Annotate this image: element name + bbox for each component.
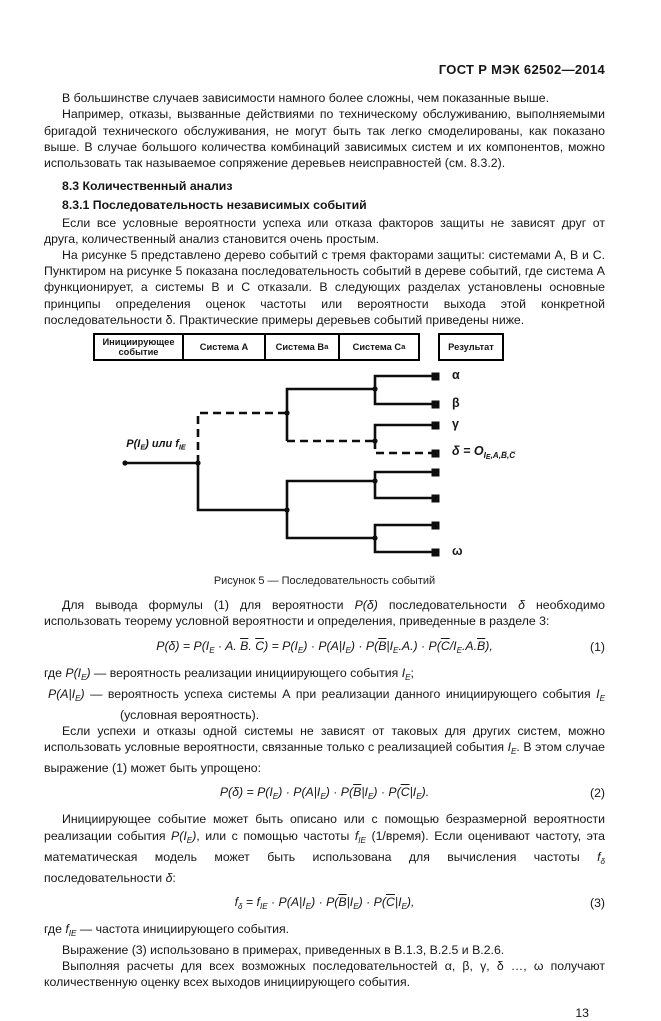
terminal-row7 xyxy=(432,522,440,530)
section-heading-831: 8.3.1 Последовательность независимых событий xyxy=(62,198,367,213)
dashed-c-failure-delta xyxy=(375,441,435,453)
formula-3-number: (3) xyxy=(589,895,605,910)
terminal-gamma xyxy=(432,422,440,430)
outcome-gamma-label: γ xyxy=(452,417,459,432)
terminal-delta xyxy=(432,450,440,458)
branch-c-failure-beta xyxy=(375,389,435,404)
terminal-squares xyxy=(432,373,440,557)
outcome-beta-label: β xyxy=(452,396,460,411)
node-c-4 xyxy=(372,535,377,540)
outcome-delta-label: $\delta = O_{IE,A,B̅,C̅}$ xyxy=(452,444,516,461)
node-a xyxy=(195,460,200,465)
branch-c-failure-row6 xyxy=(375,481,435,498)
doc-header xyxy=(44,62,605,78)
paragraph-9: Инициирующее событие может быть описано или с помощью безразмерной вероятности реализации события $P(I_E)$, или с помощью частоты $f_{IE}$ (1/время). Если оценивают частоту, эта математическая модель может быть использована для вычисления частоты $f_\delta$ последовательности δ: xyxy=(44,812,605,885)
definition-f-ie: где $f_{IE}$ — частота инициирующего события. xyxy=(44,921,290,938)
paragraph-11: Выражение (3) использовано в примерах, приведенных в В.1.3, В.2.5 и В.2.6. xyxy=(62,942,505,957)
terminal-omega xyxy=(432,549,440,557)
paragraph-2: Например, отказы, вызванные действиями по техническому обслуживанию, выполняемыми бригадой технического обслуживания, не могут быть так легко смоделированы, как показано выше. В случае большого количества комбинаций зависимых систем и их компонентов, можно использовать так называемое сопряжение деревьев неисправностей (см. 8.3.2). xyxy=(44,107,605,171)
terminal-beta xyxy=(432,401,440,409)
branch-c-success-row7 xyxy=(375,525,435,538)
outcome-alpha-label: α xyxy=(452,368,460,383)
node-c-2 xyxy=(372,438,377,443)
terminal-alpha xyxy=(432,373,440,381)
branch-a-failure xyxy=(198,463,287,510)
branch-c-failure-omega xyxy=(375,538,435,552)
dashed-sequence-path xyxy=(198,413,435,463)
figure-caption: Рисунок 5 — Последовательность событий xyxy=(213,575,436,588)
formula-1-expression: $P(\delta) = P(I_E \cdot A$. $\overline{B}$. $\overline{C}) = P(I_E) \cdot P(A|I_E) \cdot P(\overline{B}|I_E.A.) \cdot P(\overline{C}/I_E.A.\overline{B})$, xyxy=(156,638,493,655)
node-b-upper xyxy=(284,410,289,415)
branch-c-success-row5 xyxy=(375,472,435,481)
figure-header-row xyxy=(93,333,420,361)
node-c-1 xyxy=(372,386,377,391)
node-c-3 xyxy=(372,478,377,483)
doc-code: ГОСТ Р МЭК 62502—2014 xyxy=(438,62,605,77)
figure-header-result: Результат xyxy=(438,333,504,361)
figure-header-system-c: Система С а xyxy=(338,335,418,359)
figure-header-system-a: Система А xyxy=(182,335,264,359)
page-number: 13 xyxy=(575,1005,589,1020)
formula-3-expression: $f_\delta = f_{IE} \cdot P(A|I_E) \cdot P(\overline{B}|I_E) \cdot P(\overline{C}|I_E)$, xyxy=(234,894,415,911)
formula-2-expression: $P(\delta) = P(I_E) \cdot P(A|I_E) \cdot P(\overline{B}|I_E) \cdot P(\overline{C}|I_E)$. xyxy=(219,785,430,802)
paragraph-1: В большинстве случаев зависимости намного более сложны, чем показанные выше. xyxy=(62,91,550,106)
terminal-row6 xyxy=(432,495,440,503)
branch-b-success-lower xyxy=(287,481,375,510)
tree-solid-lines xyxy=(125,376,435,552)
figure-header-initiating-event: Инициирующее событие xyxy=(102,337,175,358)
paragraph-5: Для вывода формулы (1) для вероятности P(δ) последовательности δ необходимо использовать теорему условной вероятности и определения, приведенные в разделе 3: xyxy=(44,598,605,629)
initiating-event-label: $P(I_E)$ или $f_{IE}$ xyxy=(126,438,186,452)
figure-5-event-tree xyxy=(44,333,605,567)
outcome-omega-label: ω xyxy=(452,544,463,559)
section-heading-83: 8.3 Количественный анализ xyxy=(62,179,233,194)
branch-c-success-gamma xyxy=(375,425,435,441)
definition-p-a-ie: $P(A|I_E)$ — вероятность успеха системы А при реализации данного инициирующего события $I_E$ (условная вероятность). xyxy=(48,686,605,722)
paragraph-12: Выполняя расчеты для всех возможных последовательностей α, β, γ, δ …, ω получают количественную оценку всех выходов инициирующего события. xyxy=(44,959,605,990)
formula-2 xyxy=(44,784,605,805)
formula-3 xyxy=(44,894,605,915)
paragraph-3: Если все условные вероятности успеха или отказа факторов защиты не зависят друг от друга, количественный анализ становится очень простым. xyxy=(44,215,605,246)
start-dot xyxy=(122,460,127,465)
definition-p-ie: где $P(I_E)$ — вероятность реализации инициирующего события $I_E$; xyxy=(44,665,414,682)
paragraph-8: Если успехи и отказы одной системы не зависят от таковых для других систем, можно использовать условные вероятности, связанные только с реализацией события $I_E$. В этом случае выражение (1) может быть упрощено: xyxy=(44,723,605,776)
formula-1-number: (1) xyxy=(589,639,605,654)
dashed-a-success xyxy=(198,413,287,463)
formula-1 xyxy=(44,638,605,659)
branch-b-success-upper xyxy=(287,389,375,413)
footnote-mark: а xyxy=(324,342,329,352)
footnote-mark: а xyxy=(401,342,406,352)
node-b-lower xyxy=(284,507,289,512)
figure-header-system-b: Система В а xyxy=(264,335,338,359)
paragraph-4: На рисунке 5 представлено дерево событий с тремя факторами защиты: системами А, В и С. Пунктиром на рисунке 5 показана последовательность событий в дереве событий, где система А функционирует, а системы В и С отказали. В следующих разделах установлены основные принципы определения оценок частоты или вероятности выхода этой конкретной последовательности δ. Практические примеры деревьев событий приведены ниже. xyxy=(44,248,605,327)
formula-2-number: (2) xyxy=(589,786,605,801)
terminal-row5 xyxy=(432,469,440,477)
branch-c-success-alpha xyxy=(375,376,435,389)
event-tree-diagram xyxy=(44,369,605,565)
branch-b-failure-lower xyxy=(287,510,375,538)
